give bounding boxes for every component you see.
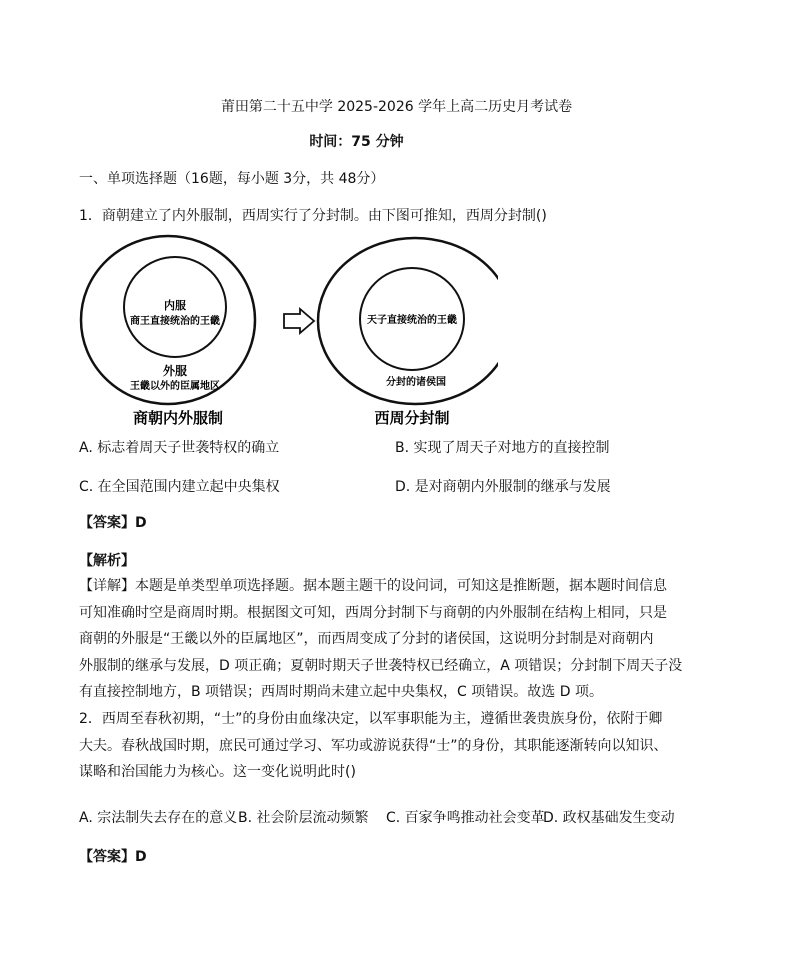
- zhou-inner-label: 天子直接统治的王畿: [367, 315, 457, 326]
- q1-option-c: C. 在全国范围内建立起中央集权: [79, 479, 280, 495]
- q1-detail: [79, 573, 683, 706]
- q2-option-b: B. 社会阶层流动频繁: [238, 810, 369, 826]
- exam-time: 时间：75 分钟: [309, 134, 404, 150]
- section-title: 一、单项选择题（16题，每小题 3分，共 48分）: [79, 171, 385, 187]
- q2-answer-value: D: [135, 849, 147, 865]
- q1-option-d: D. 是对商朝内外服制的继承与发展: [395, 479, 611, 495]
- exam-title: 莆田第二十五中学 2025-2026 学年上高二历史月考试卷: [220, 99, 573, 115]
- shang-outer-label-1: 外服: [162, 364, 188, 378]
- arrow-icon: [284, 309, 314, 333]
- zhou-outer-label: 分封的诸侯国: [386, 377, 446, 388]
- q2-option-a: A. 宗法制失去存在的意义: [79, 810, 238, 826]
- zhou-caption: 西周分封制: [374, 409, 450, 427]
- q2-option-c: C. 百家争鸣推动社会变革: [386, 810, 545, 826]
- q1-detail-line: 有直接控制地方，B 项错误；西周时期尚未建立起中央集权，C 项错误。故选 D 项。: [79, 684, 603, 700]
- shang-outer-label-2: 王畿以外的臣属地区: [130, 381, 220, 392]
- shang-caption: 商朝内外服制: [132, 409, 224, 427]
- shang-inner-label-2: 商王直接统治的王畿: [130, 316, 220, 327]
- q2-answer-tag: 【答案】: [79, 849, 135, 865]
- q1-detail-line: 可知准确时空是商周时期。根据图文可知，西周分封制下与商朝的内外服制在结构上相同，只是: [79, 604, 667, 621]
- q1-answer-value: D: [135, 515, 147, 531]
- q1-detail-line: 商朝的外服是“王畿以外的臣属地区”，而西周变成了分封的诸侯国，这说明分封制是对商朝内: [79, 631, 654, 647]
- q2-stem-line: 2．西周至春秋初期，“士”的身份由血缘决定，以军事职能为主，遵循世袭贵族身份，依附于卿: [79, 711, 663, 727]
- q1-analysis-tag: 【解析】: [79, 553, 135, 569]
- q2-option-d: D. 政权基础发生变动: [543, 810, 675, 826]
- q2-stem-line: 谋略和治国能力为核心。这一变化说明此时(): [79, 764, 356, 780]
- zhou-diagram: [318, 238, 498, 427]
- q1-option-a: A. 标志着周天子世袭特权的确立: [79, 440, 280, 456]
- question-1-stem: 1．商朝建立了内外服制，西周实行了分封制。由下图可推知，西周分封制(): [79, 208, 547, 224]
- question-2-stem: [79, 706, 679, 786]
- q2-stem-line: 大夫。春秋战国时期，庶民可通过学习、军功或游说获得“士”的身份，其职能逐渐转向以知识、: [79, 737, 668, 754]
- q1-option-b: B. 实现了周天子对地方的直接控制: [395, 440, 610, 456]
- q1-detail-line: 【详解】本题是单类型单项选择题。据本题主题干的设问词，可知这是推断题，据本题时间信息: [79, 578, 667, 594]
- q1-answer-tag: 【答案】: [79, 515, 135, 531]
- q2-answer: [79, 844, 147, 870]
- q1-detail-line: 外服制的继承与发展，D 项正确；夏朝时期天子世袭特权已经确立，A 项错误；分封制下周天子没: [79, 657, 683, 674]
- q1-answer: [79, 510, 147, 536]
- shang-diagram: [81, 236, 255, 427]
- shang-inner-label-1: 内服: [164, 299, 186, 312]
- q1-figure: [78, 230, 498, 432]
